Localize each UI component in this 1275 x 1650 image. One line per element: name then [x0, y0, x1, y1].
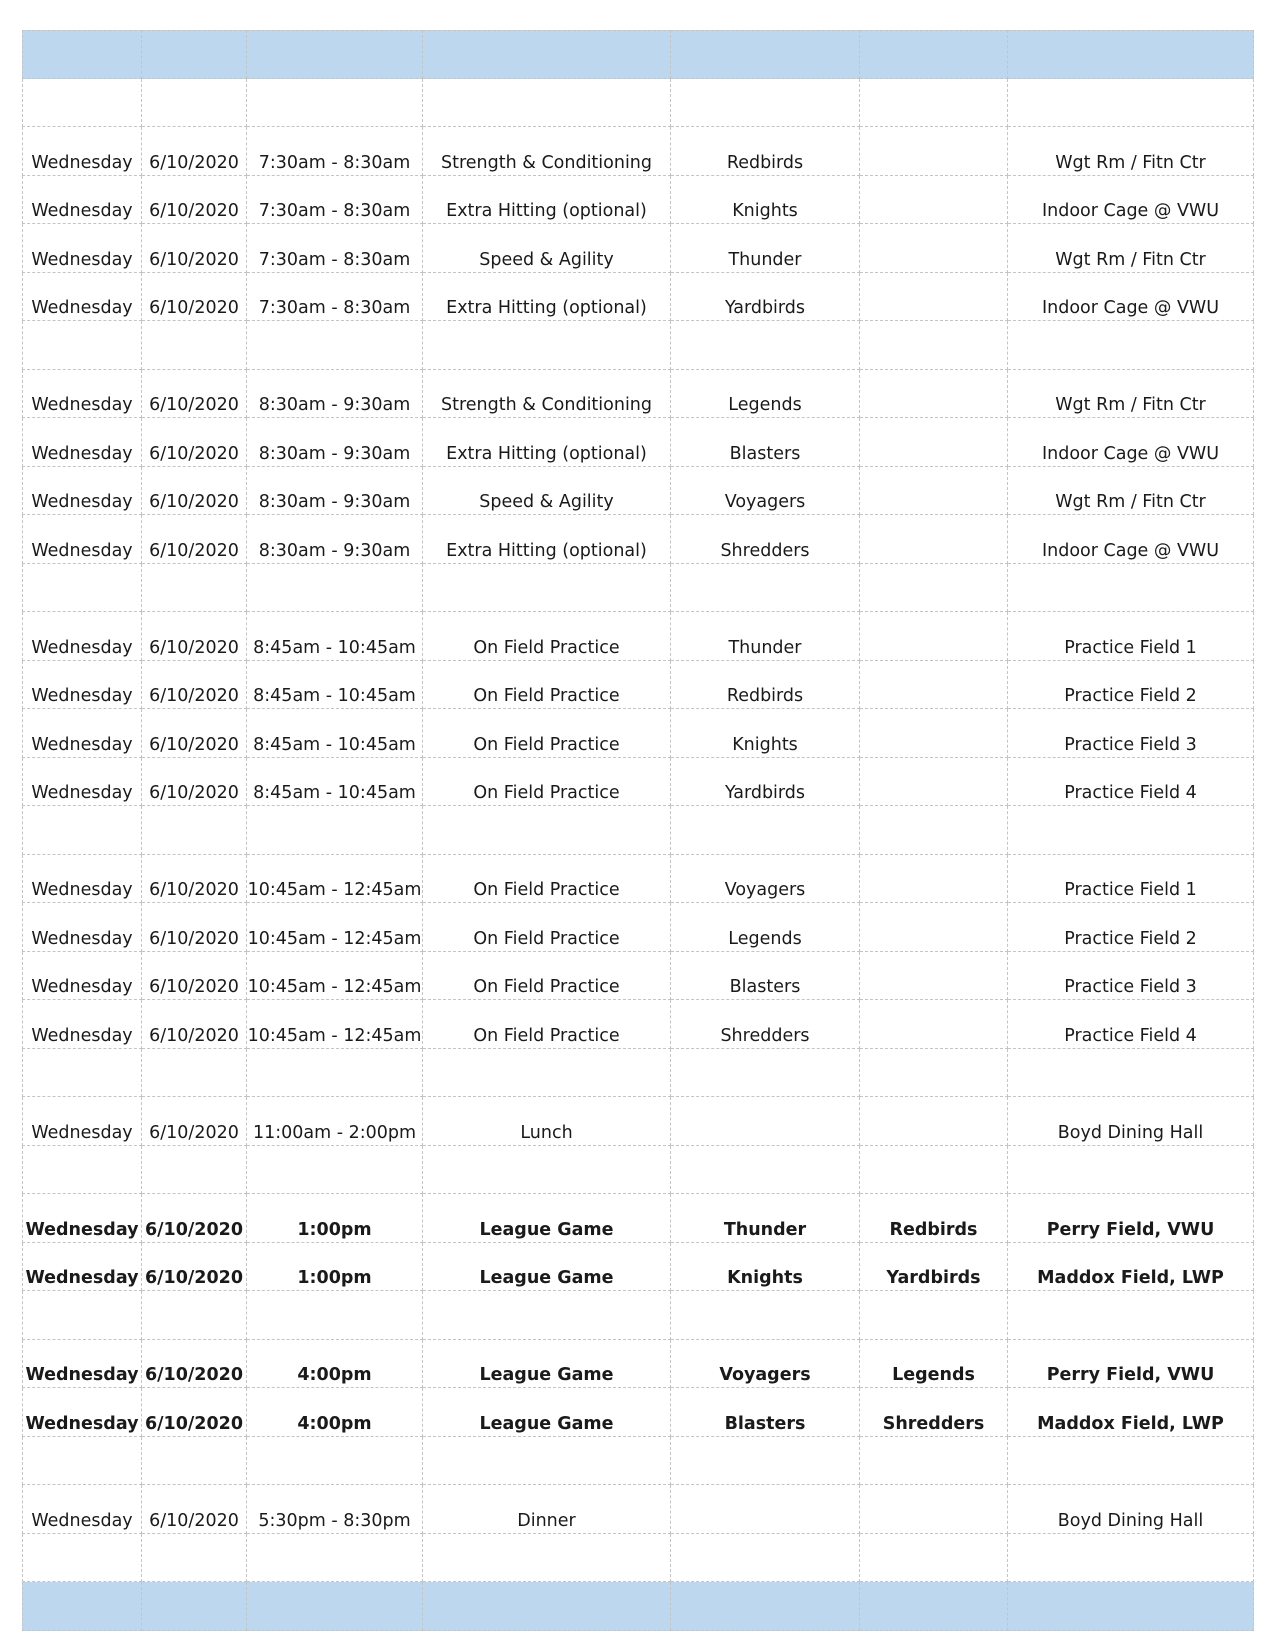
opponent-cell: Redbirds	[860, 1194, 1008, 1243]
activity-cell: Dinner	[423, 1485, 671, 1534]
opponent-cell	[860, 1582, 1008, 1631]
day-cell: Wednesday	[22, 903, 142, 952]
time-cell	[247, 321, 423, 370]
date-cell: 6/10/2020	[142, 1340, 247, 1389]
team-cell	[671, 1534, 860, 1583]
activity-cell: On Field Practice	[423, 758, 671, 807]
time-cell: 8:45am - 10:45am	[247, 661, 423, 710]
location-cell	[1008, 806, 1254, 855]
time-cell: 1:00pm	[247, 1194, 423, 1243]
date-cell: 6/10/2020	[142, 661, 247, 710]
location-cell: Practice Field 2	[1008, 903, 1254, 952]
activity-cell: Speed & Agility	[423, 467, 671, 516]
location-cell: Practice Field 2	[1008, 661, 1254, 710]
location-cell	[1008, 1146, 1254, 1195]
team-cell: Redbirds	[671, 127, 860, 176]
table-row	[22, 370, 1254, 419]
table-row	[22, 224, 1254, 273]
spacer-row	[22, 1146, 1254, 1195]
opponent-cell	[860, 952, 1008, 1001]
opponent-cell	[860, 224, 1008, 273]
team-cell	[671, 1146, 860, 1195]
date-cell	[142, 79, 247, 128]
date-cell: 6/10/2020	[142, 370, 247, 419]
time-cell: 4:00pm	[247, 1388, 423, 1437]
time-cell	[247, 79, 423, 128]
date-cell	[142, 1582, 247, 1631]
team-cell: Blasters	[671, 952, 860, 1001]
date-cell: 6/10/2020	[142, 709, 247, 758]
activity-cell: League Game	[423, 1388, 671, 1437]
team-cell: Yardbirds	[671, 758, 860, 807]
day-cell: Wednesday	[22, 176, 142, 225]
opponent-cell	[860, 758, 1008, 807]
opponent-cell	[860, 1534, 1008, 1583]
activity-cell: Extra Hitting (optional)	[423, 418, 671, 467]
time-cell	[247, 30, 423, 79]
date-cell: 6/10/2020	[142, 612, 247, 661]
activity-cell: Extra Hitting (optional)	[423, 176, 671, 225]
location-cell: Maddox Field, LWP	[1008, 1243, 1254, 1292]
opponent-cell	[860, 1000, 1008, 1049]
team-cell: Yardbirds	[671, 273, 860, 322]
team-cell	[671, 1049, 860, 1098]
header-band-row	[22, 30, 1254, 79]
location-cell	[1008, 1291, 1254, 1340]
team-cell: Knights	[671, 1243, 860, 1292]
opponent-cell	[860, 30, 1008, 79]
day-cell: Wednesday	[22, 273, 142, 322]
spacer-row	[22, 806, 1254, 855]
team-cell	[671, 79, 860, 128]
schedule-table	[22, 30, 1254, 1628]
day-cell: Wednesday	[22, 127, 142, 176]
time-cell: 10:45am - 12:45am	[247, 1000, 423, 1049]
day-cell: Wednesday	[22, 758, 142, 807]
date-cell	[142, 1437, 247, 1486]
table-row	[22, 176, 1254, 225]
day-cell: Wednesday	[22, 1194, 142, 1243]
date-cell: 6/10/2020	[142, 467, 247, 516]
table-row	[22, 1340, 1254, 1389]
time-cell: 8:45am - 10:45am	[247, 612, 423, 661]
activity-cell	[423, 806, 671, 855]
opponent-cell	[860, 127, 1008, 176]
team-cell: Voyagers	[671, 855, 860, 904]
day-cell	[22, 30, 142, 79]
spacer-row	[22, 79, 1254, 128]
day-cell	[22, 1582, 142, 1631]
time-cell: 7:30am - 8:30am	[247, 127, 423, 176]
opponent-cell	[860, 855, 1008, 904]
time-cell	[247, 1049, 423, 1098]
date-cell	[142, 30, 247, 79]
table-row	[22, 273, 1254, 322]
date-cell: 6/10/2020	[142, 1000, 247, 1049]
activity-cell: League Game	[423, 1194, 671, 1243]
activity-cell: On Field Practice	[423, 612, 671, 661]
location-cell	[1008, 1534, 1254, 1583]
location-cell: Indoor Cage @ VWU	[1008, 418, 1254, 467]
opponent-cell	[860, 418, 1008, 467]
time-cell: 8:45am - 10:45am	[247, 709, 423, 758]
table-row	[22, 952, 1254, 1001]
header-band-row	[22, 1582, 1254, 1631]
spacer-row	[22, 1049, 1254, 1098]
date-cell	[142, 1049, 247, 1098]
date-cell: 6/10/2020	[142, 1097, 247, 1146]
opponent-cell	[860, 612, 1008, 661]
team-cell	[671, 321, 860, 370]
table-row	[22, 1388, 1254, 1437]
table-row	[22, 709, 1254, 758]
opponent-cell	[860, 273, 1008, 322]
activity-cell: On Field Practice	[423, 952, 671, 1001]
day-cell: Wednesday	[22, 515, 142, 564]
team-cell: Thunder	[671, 612, 860, 661]
date-cell: 6/10/2020	[142, 1388, 247, 1437]
day-cell: Wednesday	[22, 1485, 142, 1534]
location-cell: Practice Field 4	[1008, 758, 1254, 807]
table-row	[22, 758, 1254, 807]
team-cell	[671, 30, 860, 79]
table-row	[22, 515, 1254, 564]
time-cell: 7:30am - 8:30am	[247, 224, 423, 273]
location-cell	[1008, 79, 1254, 128]
activity-cell	[423, 79, 671, 128]
time-cell: 10:45am - 12:45am	[247, 855, 423, 904]
team-cell: Thunder	[671, 1194, 860, 1243]
time-cell	[247, 1437, 423, 1486]
location-cell	[1008, 321, 1254, 370]
opponent-cell	[860, 1437, 1008, 1486]
team-cell	[671, 1437, 860, 1486]
location-cell: Wgt Rm / Fitn Ctr	[1008, 224, 1254, 273]
day-cell: Wednesday	[22, 1388, 142, 1437]
opponent-cell	[860, 79, 1008, 128]
activity-cell: Extra Hitting (optional)	[423, 273, 671, 322]
location-cell: Boyd Dining Hall	[1008, 1485, 1254, 1534]
location-cell: Indoor Cage @ VWU	[1008, 273, 1254, 322]
activity-cell	[423, 321, 671, 370]
activity-cell: On Field Practice	[423, 661, 671, 710]
date-cell	[142, 1146, 247, 1195]
location-cell: Wgt Rm / Fitn Ctr	[1008, 370, 1254, 419]
date-cell: 6/10/2020	[142, 758, 247, 807]
activity-cell: Strength & Conditioning	[423, 127, 671, 176]
activity-cell	[423, 1146, 671, 1195]
date-cell: 6/10/2020	[142, 176, 247, 225]
day-cell: Wednesday	[22, 467, 142, 516]
activity-cell: On Field Practice	[423, 1000, 671, 1049]
date-cell: 6/10/2020	[142, 1485, 247, 1534]
activity-cell	[423, 30, 671, 79]
team-cell: Shredders	[671, 515, 860, 564]
location-cell: Practice Field 3	[1008, 709, 1254, 758]
date-cell: 6/10/2020	[142, 418, 247, 467]
date-cell: 6/10/2020	[142, 224, 247, 273]
location-cell	[1008, 1582, 1254, 1631]
table-row	[22, 1485, 1254, 1534]
day-cell: Wednesday	[22, 370, 142, 419]
day-cell: Wednesday	[22, 1097, 142, 1146]
time-cell	[247, 1291, 423, 1340]
table-row	[22, 903, 1254, 952]
opponent-cell	[860, 370, 1008, 419]
time-cell: 10:45am - 12:45am	[247, 903, 423, 952]
opponent-cell: Shredders	[860, 1388, 1008, 1437]
team-cell: Blasters	[671, 418, 860, 467]
date-cell: 6/10/2020	[142, 515, 247, 564]
table-row	[22, 127, 1254, 176]
activity-cell: On Field Practice	[423, 903, 671, 952]
opponent-cell	[860, 1097, 1008, 1146]
spacer-row	[22, 1534, 1254, 1583]
spacer-row	[22, 1291, 1254, 1340]
day-cell: Wednesday	[22, 661, 142, 710]
date-cell	[142, 806, 247, 855]
team-cell: Blasters	[671, 1388, 860, 1437]
time-cell: 4:00pm	[247, 1340, 423, 1389]
activity-cell	[423, 1291, 671, 1340]
day-cell: Wednesday	[22, 1243, 142, 1292]
opponent-cell	[860, 1485, 1008, 1534]
opponent-cell	[860, 1049, 1008, 1098]
day-cell	[22, 79, 142, 128]
date-cell: 6/10/2020	[142, 903, 247, 952]
team-cell: Knights	[671, 709, 860, 758]
team-cell	[671, 1582, 860, 1631]
team-cell	[671, 1485, 860, 1534]
day-cell: Wednesday	[22, 855, 142, 904]
activity-cell: On Field Practice	[423, 709, 671, 758]
activity-cell	[423, 1437, 671, 1486]
opponent-cell: Yardbirds	[860, 1243, 1008, 1292]
date-cell: 6/10/2020	[142, 1243, 247, 1292]
location-cell: Wgt Rm / Fitn Ctr	[1008, 467, 1254, 516]
time-cell	[247, 1146, 423, 1195]
activity-cell	[423, 564, 671, 613]
team-cell: Voyagers	[671, 467, 860, 516]
team-cell: Legends	[671, 370, 860, 419]
activity-cell	[423, 1049, 671, 1098]
day-cell	[22, 1534, 142, 1583]
team-cell: Redbirds	[671, 661, 860, 710]
activity-cell: Strength & Conditioning	[423, 370, 671, 419]
date-cell: 6/10/2020	[142, 952, 247, 1001]
table-row	[22, 661, 1254, 710]
location-cell	[1008, 1437, 1254, 1486]
day-cell: Wednesday	[22, 612, 142, 661]
time-cell: 10:45am - 12:45am	[247, 952, 423, 1001]
spacer-row	[22, 1437, 1254, 1486]
day-cell	[22, 1291, 142, 1340]
opponent-cell	[860, 1291, 1008, 1340]
opponent-cell	[860, 176, 1008, 225]
opponent-cell: Legends	[860, 1340, 1008, 1389]
team-cell	[671, 564, 860, 613]
location-cell: Practice Field 3	[1008, 952, 1254, 1001]
location-cell: Indoor Cage @ VWU	[1008, 176, 1254, 225]
date-cell: 6/10/2020	[142, 855, 247, 904]
time-cell	[247, 1534, 423, 1583]
opponent-cell	[860, 806, 1008, 855]
day-cell	[22, 1437, 142, 1486]
team-cell	[671, 1097, 860, 1146]
spacer-row	[22, 564, 1254, 613]
location-cell	[1008, 564, 1254, 613]
opponent-cell	[860, 709, 1008, 758]
time-cell: 8:30am - 9:30am	[247, 370, 423, 419]
opponent-cell	[860, 467, 1008, 516]
opponent-cell	[860, 661, 1008, 710]
table-row	[22, 1000, 1254, 1049]
time-cell: 8:45am - 10:45am	[247, 758, 423, 807]
time-cell	[247, 806, 423, 855]
opponent-cell	[860, 564, 1008, 613]
activity-cell	[423, 1582, 671, 1631]
day-cell	[22, 1049, 142, 1098]
spacer-row	[22, 321, 1254, 370]
table-row	[22, 467, 1254, 516]
date-cell	[142, 564, 247, 613]
team-cell: Knights	[671, 176, 860, 225]
activity-cell: League Game	[423, 1340, 671, 1389]
day-cell: Wednesday	[22, 952, 142, 1001]
time-cell	[247, 1582, 423, 1631]
table-row	[22, 1097, 1254, 1146]
day-cell	[22, 321, 142, 370]
team-cell: Legends	[671, 903, 860, 952]
opponent-cell	[860, 1146, 1008, 1195]
team-cell: Shredders	[671, 1000, 860, 1049]
time-cell: 8:30am - 9:30am	[247, 418, 423, 467]
day-cell: Wednesday	[22, 1340, 142, 1389]
location-cell: Perry Field, VWU	[1008, 1194, 1254, 1243]
day-cell	[22, 564, 142, 613]
time-cell: 1:00pm	[247, 1243, 423, 1292]
day-cell: Wednesday	[22, 709, 142, 758]
date-cell	[142, 1291, 247, 1340]
opponent-cell	[860, 903, 1008, 952]
day-cell	[22, 1146, 142, 1195]
location-cell	[1008, 1049, 1254, 1098]
opponent-cell	[860, 515, 1008, 564]
day-cell: Wednesday	[22, 418, 142, 467]
time-cell: 7:30am - 8:30am	[247, 273, 423, 322]
day-cell	[22, 806, 142, 855]
location-cell: Wgt Rm / Fitn Ctr	[1008, 127, 1254, 176]
time-cell: 7:30am - 8:30am	[247, 176, 423, 225]
table-row	[22, 612, 1254, 661]
activity-cell: On Field Practice	[423, 855, 671, 904]
date-cell: 6/10/2020	[142, 273, 247, 322]
activity-cell: Speed & Agility	[423, 224, 671, 273]
time-cell: 8:30am - 9:30am	[247, 467, 423, 516]
day-cell: Wednesday	[22, 1000, 142, 1049]
location-cell: Practice Field 1	[1008, 855, 1254, 904]
table-row	[22, 1243, 1254, 1292]
table-row	[22, 418, 1254, 467]
time-cell	[247, 564, 423, 613]
activity-cell: Lunch	[423, 1097, 671, 1146]
date-cell: 6/10/2020	[142, 1194, 247, 1243]
team-cell: Voyagers	[671, 1340, 860, 1389]
location-cell: Perry Field, VWU	[1008, 1340, 1254, 1389]
location-cell: Practice Field 4	[1008, 1000, 1254, 1049]
table-row	[22, 855, 1254, 904]
location-cell: Indoor Cage @ VWU	[1008, 515, 1254, 564]
time-cell: 5:30pm - 8:30pm	[247, 1485, 423, 1534]
table-row	[22, 1194, 1254, 1243]
date-cell: 6/10/2020	[142, 127, 247, 176]
team-cell	[671, 1291, 860, 1340]
time-cell: 8:30am - 9:30am	[247, 515, 423, 564]
location-cell: Practice Field 1	[1008, 612, 1254, 661]
location-cell	[1008, 30, 1254, 79]
location-cell: Maddox Field, LWP	[1008, 1388, 1254, 1437]
date-cell	[142, 1534, 247, 1583]
team-cell: Thunder	[671, 224, 860, 273]
location-cell: Boyd Dining Hall	[1008, 1097, 1254, 1146]
activity-cell: League Game	[423, 1243, 671, 1292]
activity-cell: Extra Hitting (optional)	[423, 515, 671, 564]
opponent-cell	[860, 321, 1008, 370]
day-cell: Wednesday	[22, 224, 142, 273]
date-cell	[142, 321, 247, 370]
team-cell	[671, 806, 860, 855]
time-cell: 11:00am - 2:00pm	[247, 1097, 423, 1146]
activity-cell	[423, 1534, 671, 1583]
